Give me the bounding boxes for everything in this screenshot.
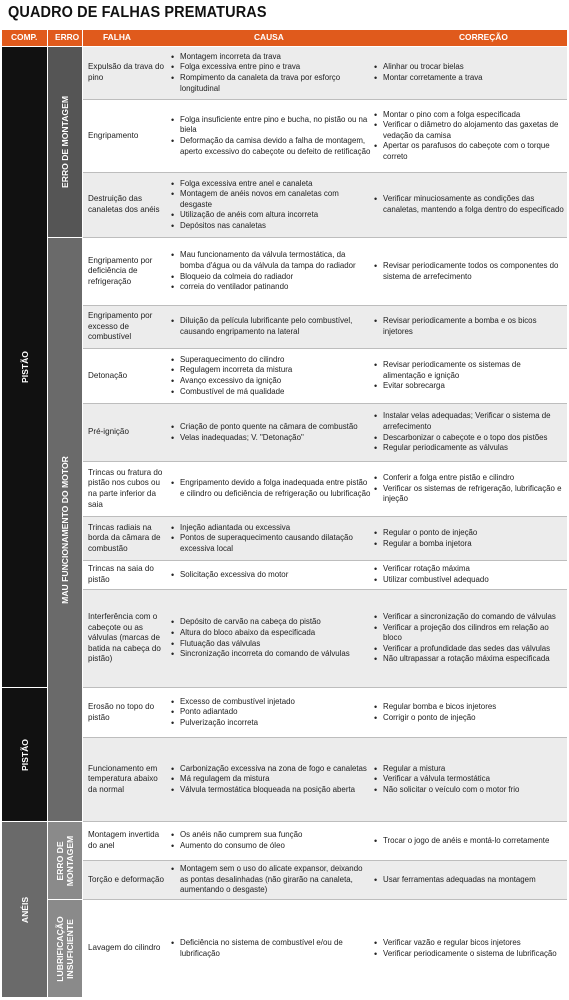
table-row: Pré-ignição • Criação de ponto quente na câmara de combustão • Velas inadequadas; V. "Detonação" • Instalar velas adequadas; Verificar o sistema de arrefecimento • Descarbonizar o cabeçote e o topo dos pistões • Regular periodicamente as válvulas bbox=[83, 404, 567, 461]
row-divider bbox=[83, 589, 567, 590]
list-item: • Alinhar ou trocar bielas bbox=[374, 62, 483, 73]
row-divider bbox=[83, 461, 567, 462]
list-item: • Montagem incorreta da trava bbox=[171, 52, 371, 63]
list-item: • Deficiência no sistema de combustível e/ou de lubrificação bbox=[171, 938, 371, 959]
table-row: Detonação • Superaquecimento do cilindro • Regulagem incorreta da mistura • Avanço excessivo da ignição • Combustível de má qualidade • Revisar periodicamente os sistemas de alimentação e ignição • Evitar sobrecarga bbox=[83, 349, 567, 403]
list-item: • Verificar vazão e regular bicos injetores bbox=[374, 938, 557, 949]
table-row: Lavagem do cilindro • Deficiência no sistema de combustível e/ou de lubrificação • Verificar vazão e regular bicos injetores • Verificar periodicamente o sistema de lubrificação bbox=[83, 900, 567, 997]
list-item: • Sincronização incorreta do comando de válvulas bbox=[171, 649, 350, 660]
list-item: • Válvula termostática bloqueada na posição aberta bbox=[171, 785, 367, 796]
header-correcao: CORREÇÃO bbox=[459, 32, 508, 42]
list-item: • Verificar a profundidade das sedes das válvulas bbox=[374, 644, 564, 655]
list-item: • Corrigir o ponto de injeção bbox=[374, 713, 496, 724]
row-divider bbox=[83, 560, 567, 561]
list-item: • Revisar periodicamente todos os componentes do sistema de arrefecimento bbox=[374, 261, 564, 282]
header-bar bbox=[83, 30, 567, 46]
list-item: • Folga insuficiente entre pino e bucha, no pistão ou na biela bbox=[171, 115, 371, 136]
list-item: • Evitar sobrecarga bbox=[374, 381, 564, 392]
table-row: Trincas na saia do pistão • Solicitação excessiva do motor • Verificar rotação máxima • Utilizar combustível adequado bbox=[83, 561, 567, 589]
list-item: • Excesso de combustível injetado bbox=[171, 697, 295, 708]
list-item: • Altura do bloco abaixo da especificada bbox=[171, 628, 350, 639]
list-item: • Engripamento devido a folga inadequada entre pistão e cilindro ou deficiência de refrigeração ou lubrificação bbox=[171, 478, 371, 499]
list-item: • Apertar os parafusos do cabeçote com o torque correto bbox=[374, 141, 564, 162]
table-row: Erosão no topo do pistão • Excesso de combustível injetado • Ponto adiantado • Pulverização incorreta • Regular bomba e bicos injetores • Corrigir o ponto de injeção bbox=[83, 688, 567, 737]
list-item: • Montar corretamente a trava bbox=[374, 73, 483, 84]
list-item: • Verificar periodicamente o sistema de lubrificação bbox=[374, 949, 557, 960]
list-item: • Verificar a projeção dos cilindros em relação ao bloco bbox=[374, 623, 564, 644]
list-item: • Combustível de má qualidade bbox=[171, 387, 292, 398]
row-divider bbox=[83, 403, 567, 404]
page-title: QUADRO DE FALHAS PREMATURAS bbox=[8, 4, 267, 22]
component-pistao-2: PISTÃO bbox=[2, 688, 47, 821]
row-divider bbox=[83, 516, 567, 517]
list-item: • Montagem de anéis novos em canaletas com desgaste bbox=[171, 189, 371, 210]
list-item: • Rompimento da canaleta da trava por esforço longitudinal bbox=[171, 73, 371, 94]
list-item: • Instalar velas adequadas; Verificar o sistema de arrefecimento bbox=[374, 411, 564, 432]
table-row: Funcionamento em temperatura abaixo da normal • Carbonização excessiva na zona de fogo e canaletas • Má regulagem da mistura • Válvula termostática bloqueada na posição aberta • Regular a mistura • Verificar a válvula termostática • Não solicitar o veículo com o motor frio bbox=[83, 738, 567, 821]
list-item: • Revisar periodicamente os sistemas de alimentação e ignição bbox=[374, 360, 564, 381]
list-item: • Montagem sem o uso do alicate expansor, deixando as pontas desalinhadas (não girarão na canaleta, aumentando o desgaste) bbox=[171, 864, 371, 896]
list-item: • Folga excessiva entre anel e canaleta bbox=[171, 179, 371, 190]
list-item: • Solicitação excessiva do motor bbox=[171, 570, 288, 581]
list-item: • Bloqueio da colmeia do radiador bbox=[171, 272, 371, 283]
list-item: • Regular o ponto de injeção bbox=[374, 528, 477, 539]
list-item: • Verificar minuciosamente as condições das canaletas, mantendo a folga dentro do especificado bbox=[374, 194, 564, 215]
row-divider bbox=[83, 305, 567, 306]
list-item: • Diluição da película lubrificante pelo combustível, causando engripamento na lateral bbox=[171, 316, 371, 337]
row-divider bbox=[83, 860, 567, 861]
row-divider bbox=[83, 899, 567, 900]
list-item: • Superaquecimento do cilindro bbox=[171, 355, 292, 366]
list-item: • Usar ferramentas adequadas na montagem bbox=[374, 875, 536, 886]
row-divider bbox=[83, 172, 567, 173]
list-item: • Regular a bomba injetora bbox=[374, 539, 477, 550]
header-comp: COMP. bbox=[2, 30, 47, 46]
list-item: • Revisar periodicamente a bomba e os bicos injetores bbox=[374, 316, 564, 337]
list-item: • Verificar os sistemas de refrigeração, lubrificação e injeção bbox=[374, 484, 564, 505]
row-divider bbox=[83, 821, 567, 822]
table-row: Destruição das canaletas dos anéis • Folga excessiva entre anel e canaleta • Montagem de anéis novos em canaletas com desgaste • Utilização de anéis com altura incorreta • Depósitos nas canaletas • Verificar minuciosamente as condições das canaletas, mantendo a folga dentro do especificado bbox=[83, 173, 567, 237]
list-item: • Deformação da camisa devido a falha de montagem, aperto excessivo do cabeçote ou defeito de retificação bbox=[171, 136, 371, 157]
error-montagem-pistao: ERRO DE MONTAGEM bbox=[48, 47, 82, 237]
list-item: • Criação de ponto quente na câmara de combustão bbox=[171, 422, 358, 433]
row-divider bbox=[83, 237, 567, 238]
list-item: • Regular a mistura bbox=[374, 764, 519, 775]
table-row: Engripamento por excesso de combustível • Diluição da película lubrificante pelo combustível, causando engripamento na lateral • Revisar periodicamente a bomba e os bicos injetores bbox=[83, 306, 567, 348]
list-item: • Utilizar combustível adequado bbox=[374, 575, 489, 586]
row-divider bbox=[83, 737, 567, 738]
table-row: Montagem invertida do anel • Os anéis não cumprem sua função • Aumento do consumo de óleo • Trocar o jogo de anéis e montá-lo corretamente bbox=[83, 822, 567, 860]
list-item: • Injeção adiantada ou excessiva bbox=[171, 523, 371, 534]
list-item: • Pulverização incorreta bbox=[171, 718, 295, 729]
table-row: Expulsão da trava do pino • Montagem incorreta da trava • Folga excessiva entre pino e trava • Rompimento da canaleta da trava por esforço longitudinal • Alinhar ou trocar bielas • Montar corretamente a trava bbox=[83, 47, 567, 99]
table-row: Engripamento • Folga insuficiente entre pino e bucha, no pistão ou na biela • Deformação da camisa devido a falha de montagem, aperto excessivo do cabeçote ou defeito de retificação • Montar o pino com a folga especificada • Verificar o diâmetro do alojamento das gaxetas de vedação da camisa • Apertar os parafusos do cabeçote com o torque correto bbox=[83, 100, 567, 172]
table-row: Interferência com o cabeçote ou as válvulas (marcas de batida na cabeça do pistão) • Depósito de carvão na cabeça do pistão • Altura do bloco abaixo da especificada • Flutuação das válvulas • Sincronização incorreta do comando de válvulas • Verificar a sincronização do comando de válvulas • Verificar a projeção dos cilindros em relação ao bloco • Verificar a profundidade das sedes das válvulas • Não ultrapassar a rotação máxima especificada bbox=[83, 590, 567, 687]
error-montagem-aneis: ERRO DE MONTAGEM bbox=[48, 822, 82, 899]
row-divider bbox=[83, 687, 567, 688]
header-causa: CAUSA bbox=[254, 32, 284, 42]
list-item: • Montar o pino com a folga especificada bbox=[374, 110, 564, 121]
list-item: • Aumento do consumo de óleo bbox=[171, 841, 302, 852]
list-item: • Mau funcionamento da válvula termostática, da bomba d'água ou da válvula da tampa do radiador bbox=[171, 250, 371, 271]
component-aneis: ANÉIS bbox=[2, 822, 47, 997]
list-item: • Trocar o jogo de anéis e montá-lo corretamente bbox=[374, 836, 549, 847]
list-item: • Utilização de anéis com altura incorreta bbox=[171, 210, 371, 221]
list-item: • Regular periodicamente as válvulas bbox=[374, 443, 564, 454]
list-item: • Ponto adiantado bbox=[171, 707, 295, 718]
list-item: • Verificar a sincronização do comando de válvulas bbox=[374, 612, 564, 623]
error-mau-funcionamento: MAU FUNCIONAMENTO DO MOTOR bbox=[48, 238, 82, 821]
table-row: Engripamento por deficiência de refrigeração • Mau funcionamento da válvula termostática, da bomba d'água ou da válvula da tampa do radiador • Bloqueio da colmeia do radiador • correia do ventilador patinando • Revisar periodicamente todos os componentes do sistema de arrefecimento bbox=[83, 238, 567, 305]
component-pistao-1: PISTÃO bbox=[2, 47, 47, 687]
header-erro: ERRO bbox=[48, 30, 82, 46]
list-item: • Pontos de superaquecimento causando dilatação excessiva local bbox=[171, 533, 371, 554]
list-item: • Carbonização excessiva na zona de fogo e canaletas bbox=[171, 764, 367, 775]
list-item: • Os anéis não cumprem sua função bbox=[171, 830, 302, 841]
table-row: Trincas radiais na borda da câmara de combustão • Injeção adiantada ou excessiva • Pontos de superaquecimento causando dilatação excessiva local • Regular o ponto de injeção • Regular a bomba injetora bbox=[83, 517, 567, 560]
list-item: • Descarbonizar o cabeçote e o topo dos pistões bbox=[374, 433, 564, 444]
error-lubrificacao: LUBRIFICAÇÃO INSUFICIENTE bbox=[48, 900, 82, 997]
list-item: • Regular bomba e bicos injetores bbox=[374, 702, 496, 713]
list-item: • Flutuação das válvulas bbox=[171, 639, 350, 650]
list-item: • Regulagem incorreta da mistura bbox=[171, 365, 292, 376]
list-item: • Verificar rotação máxima bbox=[374, 564, 489, 575]
header-falha: FALHA bbox=[103, 32, 131, 42]
list-item: • Depósito de carvão na cabeça do pistão bbox=[171, 617, 350, 628]
list-item: • Verificar a válvula termostática bbox=[374, 774, 519, 785]
list-item: • Depósitos nas canaletas bbox=[171, 221, 371, 232]
list-item: • Velas inadequadas; V. "Detonação" bbox=[171, 433, 358, 444]
row-divider bbox=[83, 99, 567, 100]
list-item: • Conferir a folga entre pistão e cilindro bbox=[374, 473, 564, 484]
list-item: • Verificar o diâmetro do alojamento das gaxetas de vedação da camisa bbox=[374, 120, 564, 141]
table-row: Torção e deformação • Montagem sem o uso do alicate expansor, deixando as pontas desalinhadas (não girarão na canaleta, aumentando o desgaste) • Usar ferramentas adequadas na montagem bbox=[83, 861, 567, 899]
list-item: • Avanço excessivo da ignição bbox=[171, 376, 292, 387]
table-row: Trincas ou fratura do pistão nos cubos ou na parte inferior da saia • Engripamento devido a folga inadequada entre pistão e cilindro ou deficiência de refrigeração ou lubrificação • Conferir a folga entre pistão e cilindro • Verificar os sistemas de refrigeração, lubrificação e injeção bbox=[83, 462, 567, 516]
list-item: • Não ultrapassar a rotação máxima especificada bbox=[374, 654, 564, 665]
list-item: • Folga excessiva entre pino e trava bbox=[171, 62, 371, 73]
list-item: • Má regulagem da mistura bbox=[171, 774, 367, 785]
list-item: • Não solicitar o veículo com o motor frio bbox=[374, 785, 519, 796]
row-divider bbox=[83, 348, 567, 349]
list-item: • correia do ventilador patinando bbox=[171, 282, 371, 293]
